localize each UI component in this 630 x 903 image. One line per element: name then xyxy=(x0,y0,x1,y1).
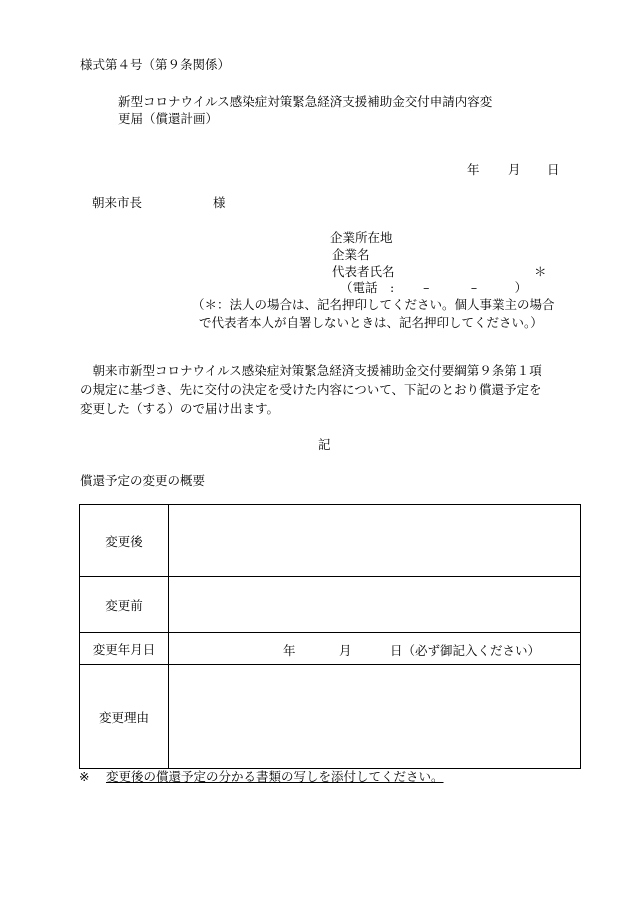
change-reason-label: 変更理由 xyxy=(80,665,169,769)
representative-label: 代表者氏名 xyxy=(332,264,395,279)
date-year-label: 年 xyxy=(467,162,480,177)
change-date-year-label: 年 xyxy=(283,643,296,658)
title-line-1: 新型コロナウイルス感染症対策緊急経済支援補助金交付申請内容変 xyxy=(118,94,493,109)
date-day-label: 日 xyxy=(547,162,560,177)
body-paragraph xyxy=(80,361,580,418)
change-date-field[interactable] xyxy=(169,633,581,665)
ki-heading: 記 xyxy=(318,437,331,452)
seal-mark: ＊ xyxy=(534,264,547,279)
title-line-2: 更届（償還計画） xyxy=(118,111,219,126)
before-change-label: 変更前 xyxy=(80,577,169,633)
seal-note-line-2: で代表者本人が自署しないときは、記名押印してください。） xyxy=(199,315,543,330)
date-month-label: 月 xyxy=(508,162,521,177)
form-number: 様式第４号（第９条関係） xyxy=(80,57,231,72)
row-after-change xyxy=(80,505,581,577)
before-change-field[interactable] xyxy=(169,577,581,633)
addressee: 朝来市長 xyxy=(92,195,143,210)
row-before-change xyxy=(80,577,581,633)
change-date-day-label: 日（必ず御記入ください） xyxy=(390,643,541,658)
footnote-mark: ※ xyxy=(79,769,90,784)
after-change-field[interactable] xyxy=(169,505,581,577)
body-line-3: 変更した（する）ので届け出ます。 xyxy=(80,401,280,416)
phone-line: （電話 : – – ） xyxy=(340,280,528,295)
change-date-label: 変更年月日 xyxy=(80,633,169,665)
section-heading: 償還予定の変更の概要 xyxy=(80,473,206,488)
change-date-month-label: 月 xyxy=(339,643,352,658)
seal-note-line-1: （＊：法人の場合は、記名押印してください。個人事業主の場合 xyxy=(192,297,555,312)
address-label: 企業所在地 xyxy=(330,230,393,245)
company-name-label: 企業名 xyxy=(332,247,370,262)
change-reason-field[interactable] xyxy=(169,665,581,769)
after-change-label: 変更後 xyxy=(80,505,169,577)
footnote-text: 変更後の償還予定の分かる書類の写しを添付してください。 xyxy=(106,769,444,784)
body-line-2: の規定に基づき、先に交付の決定を受けた内容について、下記のとおり償還予定を xyxy=(80,382,542,397)
addressee-honorific: 様 xyxy=(213,195,226,210)
row-change-reason xyxy=(80,665,581,769)
row-change-date xyxy=(80,633,581,665)
body-line-1: 朝来市新型コロナウイルス感染症対策緊急経済支援補助金交付要綱第９条第１項 xyxy=(80,363,542,378)
change-summary-table xyxy=(79,504,581,769)
